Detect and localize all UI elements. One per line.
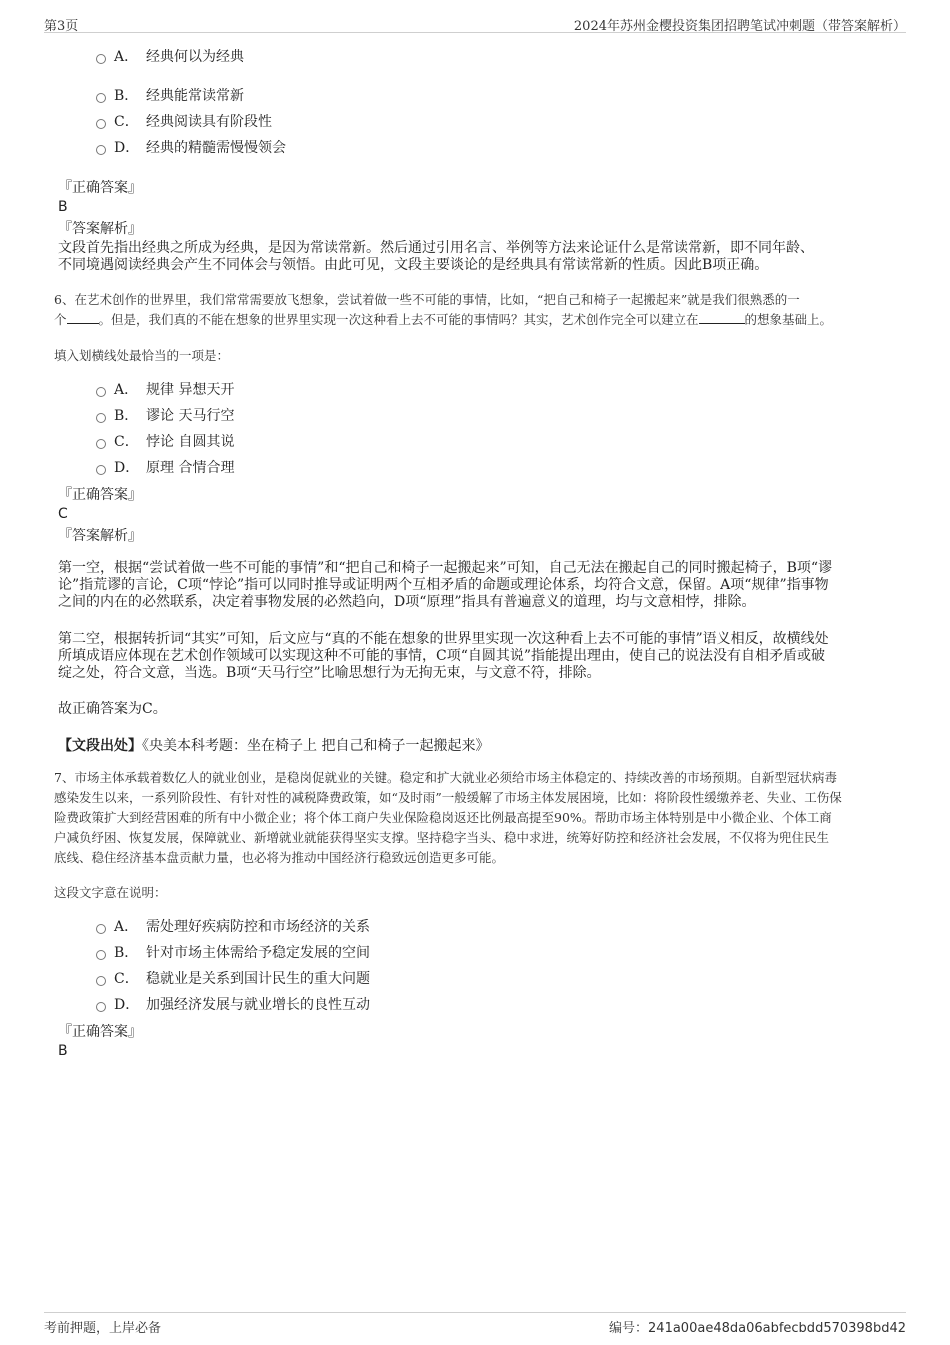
radio-icon[interactable]	[96, 950, 106, 960]
radio-icon[interactable]	[96, 439, 106, 449]
q6-option-d[interactable]: D． 原理 合情合理	[96, 459, 234, 477]
q7-answer: B	[58, 1043, 68, 1059]
q5-option-d[interactable]: D． 经典的精髓需慢慢领会	[96, 139, 286, 157]
q5-option-c[interactable]: C． 经典阅读具有阶段性	[96, 113, 272, 131]
q6-prompt: 填入划横线处最恰当的一项是：	[54, 348, 230, 363]
analysis-label: 『答案解析』	[58, 528, 142, 544]
blank-1	[67, 311, 99, 324]
radio-icon[interactable]	[96, 976, 106, 986]
q6-option-b[interactable]: B． 谬论 天马行空	[96, 407, 234, 425]
q6-option-a[interactable]: A． 规律 异想天开	[96, 381, 234, 399]
q7-prompt: 这段文字意在说明：	[54, 885, 167, 900]
q6-answer: C	[58, 506, 68, 522]
q5-answer: B	[58, 199, 68, 215]
q7-option-a[interactable]: A． 需处理好疾病防控和市场经济的关系	[96, 918, 370, 936]
blank-2	[699, 311, 745, 324]
q6-source: 【文段出处】《央美本科考题：坐在椅子上 把自己和椅子一起搬起来》	[58, 738, 490, 754]
q7-option-c[interactable]: C． 稳就业是关系到国计民生的重大问题	[96, 970, 370, 988]
analysis-label: 『答案解析』	[58, 221, 142, 237]
q7-option-b[interactable]: B． 针对市场主体需给予稳定发展的空间	[96, 944, 370, 962]
correct-answer-label: 『正确答案』	[58, 1024, 142, 1040]
q6-analysis-para2: 第二空，根据转折词“其实”可知，后文应与“真的不能在想象的世界里实现一次这种看上去不可能的事情”语义相反，故横线处 所填成语应体现在艺术创作领域可以实现这种不可能的事情，C项“自圆其说”指能提出理由，使自己的说法没有自相矛盾或破 绽之处，符合文意，当选。B项“天马行空”比喻思想行为无拘无束，与文意不符，排除。	[58, 631, 829, 681]
radio-icon[interactable]	[96, 145, 106, 155]
radio-icon[interactable]	[96, 387, 106, 397]
radio-icon[interactable]	[96, 465, 106, 475]
radio-icon[interactable]	[96, 119, 106, 129]
q6-option-c[interactable]: C． 悖论 自圆其说	[96, 433, 234, 451]
q5-option-a[interactable]: A． 经典何以为经典	[96, 48, 244, 66]
footer-slogan: 考前押题，上岸必备	[44, 1321, 162, 1336]
radio-icon[interactable]	[96, 413, 106, 423]
q7-stem: 7、市场主体承载着数亿人的就业创业，是稳岗促就业的关键。稳定和扩大就业必须给市场主体稳定的、持续改善的市场预期。自新型冠状病毒 感染发生以来，一系列阶段性、有针对性的减税降费政策，如“及时雨”一般缓解了市场主体发展困境，比如：将阶段性缓缴养老、失业、工伤保 险费政策扩大到经营困难的所有中小微企业；将个体工商户失业保险稳岗返还比例最高提至90%。帮助市场主体特别是中小微企业、个体工商 户减负纾困、恢复发展，保障就业、新增就业就能获得坚实支撑。坚持稳字当头、稳中求进，统筹好防控和经济社会发展，不仅将为兜住民生 底线、稳住经济基本盘贡献力量，也必将为推动中国经济行稳致远创造更多可能。	[54, 770, 842, 865]
radio-icon[interactable]	[96, 54, 106, 64]
correct-answer-label: 『正确答案』	[58, 180, 142, 196]
radio-icon[interactable]	[96, 1002, 106, 1012]
q7-option-d[interactable]: D． 加强经济发展与就业增长的良性互动	[96, 996, 370, 1014]
q6-conclusion: 故正确答案为C。	[58, 701, 167, 717]
page-number: 第3页	[44, 19, 79, 34]
q6-analysis-para1: 第一空，根据“尝试着做一些不可能的事情”和“把自己和椅子一起搬起来”可知，自己无法在搬起自己的同时搬起椅子，B项“谬 论”指荒谬的言论，C项“悖论”指可以同时推导或证明两个互相矛盾的命题或理论体系，均符合文意，保留。A项“规律”指事物 之间的内在的必然联系，决定着事物发展的必然趋向，D项“原理”指具有普遍意义的道理，均与文意相悖，排除。	[58, 560, 833, 610]
q5-analysis: 文段首先指出经典之所成为经典，是因为常读常新。然后通过引用名言、举例等方法来论证什么是常读常新，即不同年龄、 不同境遇阅读经典会产生不同体会与领悟。由此可见，文段主要谈论的是经典具有常读常新的性质。因此B项正确。	[58, 240, 814, 273]
correct-answer-label: 『正确答案』	[58, 487, 142, 503]
document-title: 2024年苏州金樱投资集团招聘笔试冲刺题（带答案解析）	[573, 19, 906, 34]
radio-icon[interactable]	[96, 924, 106, 934]
document-code: 编号：241a00ae48da06abfecbdd570398bd42	[609, 1321, 906, 1336]
q5-option-b[interactable]: B． 经典能常读常新	[96, 87, 244, 105]
radio-icon[interactable]	[96, 93, 106, 103]
q6-stem: 6、在艺术创作的世界里，我们常常需要放飞想象，尝试着做一些不可能的事情，比如，“把自己和椅子一起搬起来”就是我们很熟悉的一 个 。但是，我们真的不能在想象的世界里实现一次这种看上去不可能的事情吗？其实，艺术创作完全可以建立在 的想象基础上。	[54, 292, 833, 327]
page-header	[44, 12, 906, 33]
page-footer	[44, 1312, 906, 1335]
